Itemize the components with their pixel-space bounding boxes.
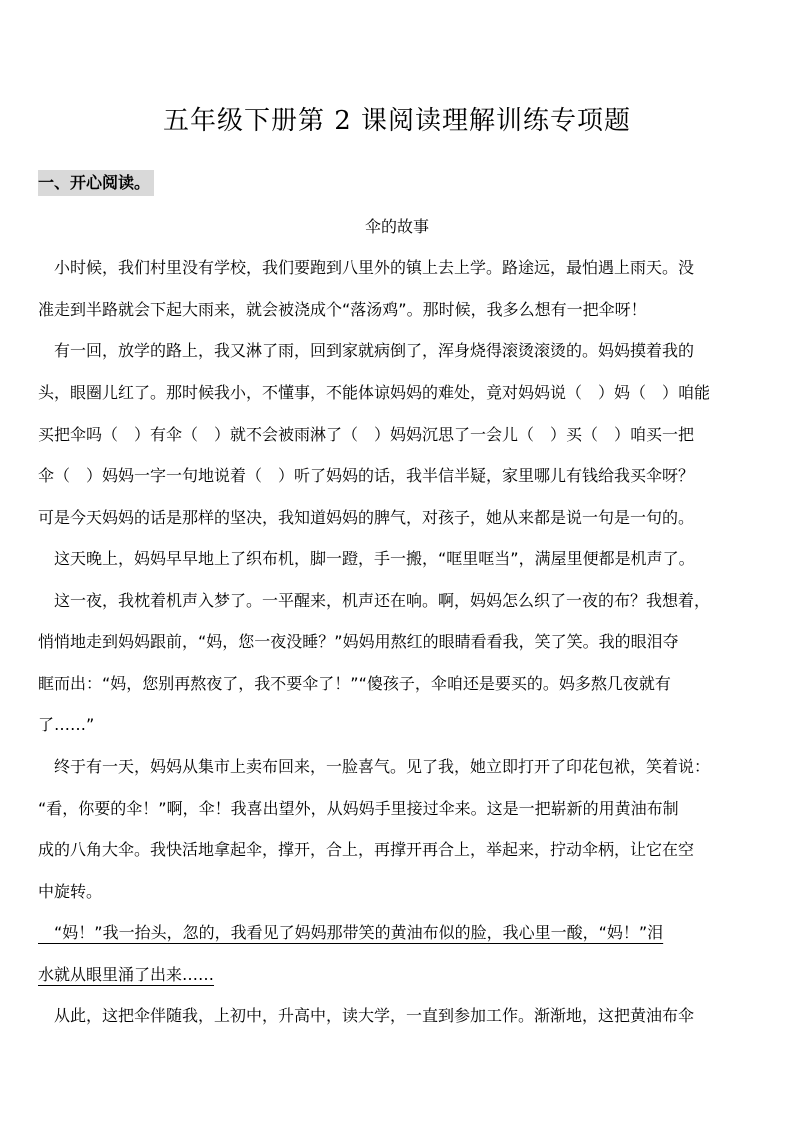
- story-line: 这天晚上，妈妈早早地上了织布机，脚一蹬，手一搬，“哐里哐当”，满屋里便都是机声了。: [38, 549, 695, 568]
- story-line: 成的八角大伞。我快活地拿起伞，撑开，合上，再撑开再合上，举起来，拧动伞柄，让它在空: [38, 840, 695, 859]
- story-line: 从此，这把伞伴随我，上初中，升高中，读大学，一直到参加工作。渐渐地，这把黄油布伞: [38, 1006, 695, 1025]
- story-line: 这一夜，我枕着机声入梦了。一平醒来，机声还在响。啊，妈妈怎么织了一夜的布？我想着，: [38, 591, 711, 610]
- story-line: 小时候，我们村里没有学校，我们要跑到八里外的镇上去上学。路途远，最怕遇上雨天。没: [38, 258, 695, 277]
- story-line: 有一回，放学的路上，我又淋了雨，回到家就病倒了，浑身烧得滚烫滚烫的。妈妈摸着我的: [38, 341, 695, 360]
- underlined-line: “妈！”我一抬头，忽的，我看见了妈妈那带笑的黄油布似的脸，我心里一酸，“妈！”泪: [38, 923, 664, 942]
- story-line: 中旋转。: [38, 882, 103, 901]
- story-line: 悄悄地走到妈妈跟前，“妈，您一夜没睡？”妈妈用熬红的眼睛看看我，笑了笑。我的眼泪夺: [38, 632, 679, 651]
- story-line: 伞（ ）妈妈一字一句地说着（ ）听了妈妈的话，我半信半疑，家里哪儿有钱给我买伞呀？: [38, 466, 695, 485]
- underlined-line: 水就从眼里涌了出来……: [38, 965, 215, 984]
- story-line: 眶而出：“妈，您别再熬夜了，我不要伞了！”“傻孩子，伞咱还是要买的。妈多熬几夜就有: [38, 674, 671, 693]
- story-line: 头，眼圈儿红了。那时候我小，不懂事，不能体谅妈妈的难处，竟对妈妈说（ ）妈（ ）咱能: [38, 383, 711, 402]
- story-line: 了……”: [38, 715, 95, 734]
- document-title: 五年级下册第 2 课阅读理解训练专项题: [162, 106, 632, 136]
- story-line: “看，你要的伞！”啊，伞！我喜出望外，从妈妈手里接过伞来。这是一把崭新的用黄油布制: [38, 799, 679, 818]
- story-title: 伞的故事: [364, 217, 429, 236]
- story-line: 终于有一天，妈妈从集市上卖布回来，一脸喜气。见了我，她立即打开了印花包袱，笑着说：: [38, 757, 711, 776]
- section-heading: 一、开心阅读。: [38, 170, 154, 196]
- story-line: 准走到半路就会下起大雨来，就会被浇成个“落汤鸡”。那时候，我多么想有一把伞呀！: [38, 300, 647, 319]
- story-line: 可是今天妈妈的话是那样的坚决，我知道妈妈的脾气，对孩子，她从来都是说一句是一句的。: [38, 508, 695, 527]
- story-line: 买把伞吗（ ）有伞（ ）就不会被雨淋了（ ）妈妈沉思了一会儿（ ）买（ ）咱买一把: [38, 425, 695, 444]
